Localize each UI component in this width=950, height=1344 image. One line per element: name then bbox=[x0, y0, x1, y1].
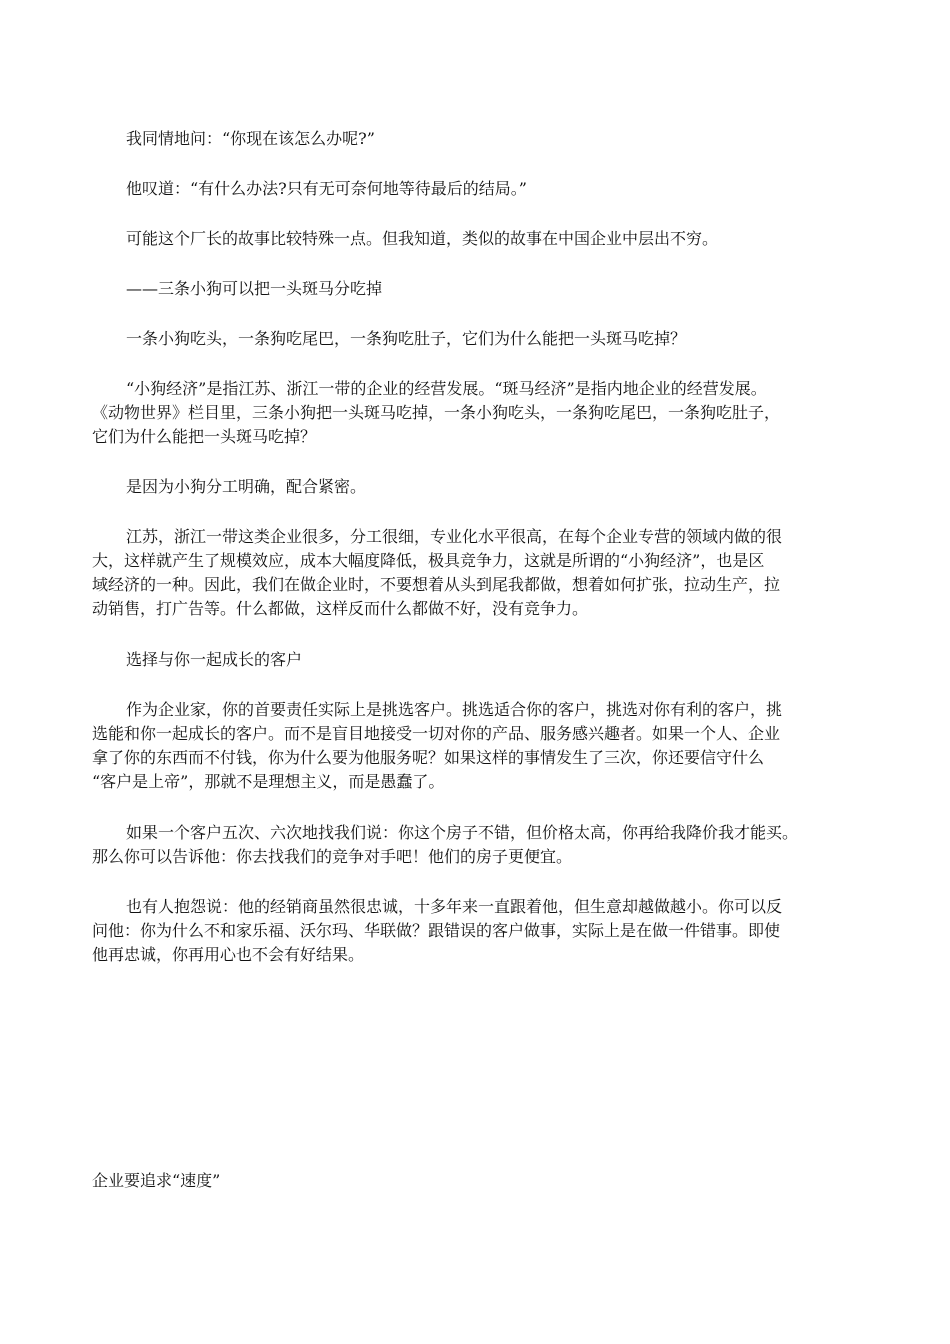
paragraph-line: 问他：你为什么不和家乐福、沃尔玛、华联做？跟错误的客户做事，实际上是在做一件错事。即使 bbox=[92, 921, 781, 940]
paragraph-line: “小狗经济”是指江苏、浙江一带的企业的经营发展。“斑马经济”是指内地企业的经营发展。 bbox=[126, 379, 767, 398]
paragraph-line: 作为企业家，你的首要责任实际上是挑选客户。挑选适合你的客户，挑选对你有利的客户，挑 bbox=[126, 700, 783, 719]
section-heading-speed bbox=[92, 1169, 220, 1193]
paragraph-line: 也有人抱怨说：他的经销商虽然很忠诚，十多年来一直跟着他，但生意却越做越小。你可以反 bbox=[126, 897, 783, 916]
paragraph-line: 选择与你一起成长的客户 bbox=[126, 650, 303, 669]
paragraph-line: 选能和你一起成长的客户。而不是盲目地接受一切对你的产品、服务感兴趣者。如果一个人、企业 bbox=[92, 724, 781, 743]
paragraph-line: 拿了你的东西而不付钱，你为什么要为他服务呢？如果这样的事情发生了三次，你还要信守什么 bbox=[92, 748, 765, 767]
paragraph-line: 动销售，打广告等。什么都做，这样反而什么都做不好，没有竞争力。 bbox=[92, 599, 589, 618]
paragraph-line: 我同情地问：“你现在该怎么办呢?” bbox=[126, 129, 375, 148]
paragraph-line: 他再忠诚，你再用心也不会有好结果。 bbox=[92, 945, 365, 964]
paragraph-line: 域经济的一种。因此，我们在做企业时，不要想着从头到尾我都做，想着如何扩张，拉动生产，拉 bbox=[92, 575, 781, 594]
paragraph-line: 大，这样就产生了规模效应，成本大幅度降低，极具竞争力，这就是所谓的“小狗经济”，也是区 bbox=[92, 551, 765, 570]
section-heading-customers bbox=[126, 648, 302, 672]
paragraph-line: 是因为小狗分工明确，配合紧密。 bbox=[126, 477, 367, 496]
paragraph-line: 《动物世界》栏目里，三条小狗把一头斑马吃掉，一条小狗吃头，一条狗吃尾巴，一条狗吃肚子， bbox=[92, 403, 781, 422]
paragraph-line: ——三条小狗可以把一头斑马分吃掉 bbox=[126, 279, 383, 298]
paragraph-line: 如果一个客户五次、六次地找我们说：你这个房子不错，但价格太高，你再给我降价我才能买。 bbox=[126, 823, 799, 842]
paragraph-line: 它们为什么能把一头斑马吃掉？ bbox=[92, 427, 317, 446]
paragraph-line: 江苏，浙江一带这类企业很多，分工很细，专业化水平很高，在每个企业专营的领域内做的很 bbox=[126, 527, 783, 546]
paragraph-1 bbox=[126, 127, 375, 151]
section-heading-dogs bbox=[126, 277, 382, 301]
paragraph-line: 那么你可以告诉他：你去找我们的竞争对手吧！他们的房子更便宜。 bbox=[92, 847, 573, 866]
paragraph-3 bbox=[126, 227, 718, 251]
paragraph-7 bbox=[126, 475, 366, 499]
paragraph-line: 可能这个厂长的故事比较特殊一点。但我知道，类似的故事在中国企业中层出不穷。 bbox=[126, 229, 719, 248]
paragraph-line: 一条小狗吃头，一条狗吃尾巴，一条狗吃肚子，它们为什么能把一头斑马吃掉？ bbox=[126, 329, 687, 348]
paragraph-5 bbox=[126, 327, 686, 351]
heading-text: 企业要追求“速度” bbox=[92, 1171, 221, 1190]
paragraph-line: 他叹道：“有什么办法?只有无可奈何地等待最后的结局。” bbox=[126, 179, 527, 198]
paragraph-2 bbox=[126, 177, 527, 201]
paragraph-line: “客户是上帝”，那就不是理想主义，而是愚蠢了。 bbox=[92, 772, 445, 791]
